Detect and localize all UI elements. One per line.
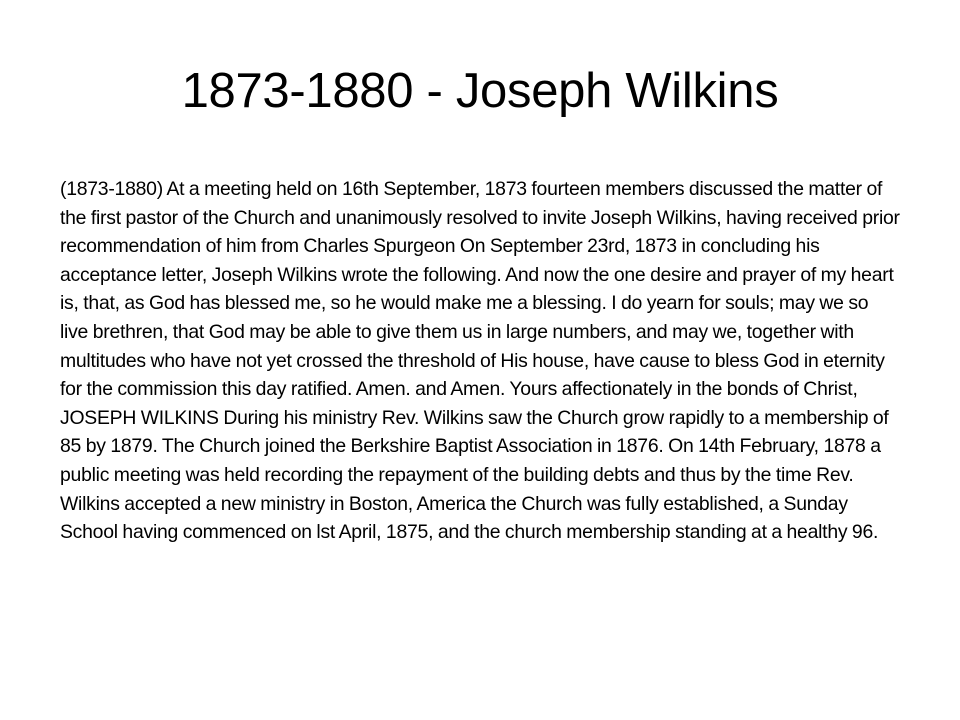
- slide-title: 1873-1880 - Joseph Wilkins: [181, 64, 779, 118]
- slide-body-text: (1873-1880) At a meeting held on 16th September, 1873 fourteen members discussed the matter of the first pastor of the Church and unanimously resolved to invite Joseph Wilkins, having received prior recommendation of him from Charles Spurgeon On September 23rd, 1873 in concluding his acceptance letter, Joseph Wilkins wrote the following. And now the one desire and prayer of my heart is, that, as God has blessed me, so he would make me a blessing. I do yearn for souls; may we so live brethren, that God may be able to give them us in large numbers, and may we, together with multitudes who have not yet crossed the threshold of His house, have cause to bless God in eternity for the commission this day ratified. Amen. and Amen. Yours affectionately in the bonds of Christ, JOSEPH WILKINS During his ministry Rev. Wilkins saw the Church grow rapidly to a membership of 85 by 1879. The Church joined the Berkshire Baptist Association in 1876. On 14th February, 1878 a public meeting was held recording the repayment of the building debts and thus by the time Rev. Wilkins accepted a new ministry in Boston, America the Church was fully established, a Sunday School having commenced on lst April, 1875, and the church membership standing at a healthy 96.: [60, 178, 900, 544]
